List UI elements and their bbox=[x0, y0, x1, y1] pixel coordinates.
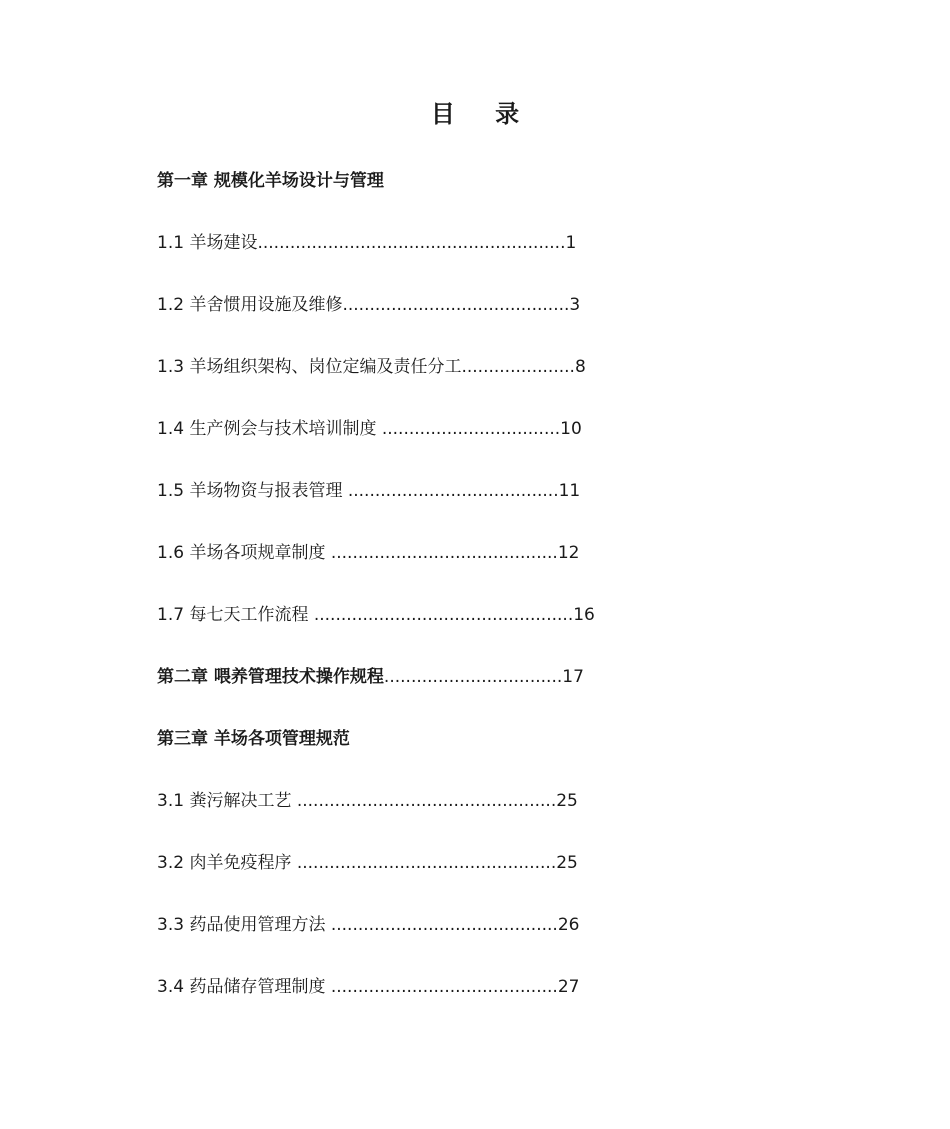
toc-entry-page: 26 bbox=[557, 915, 580, 935]
toc-entry bbox=[157, 538, 857, 600]
toc-entry-page: 16 bbox=[573, 605, 595, 625]
toc-entry-label: 3.1 粪污解决工艺 bbox=[157, 791, 297, 811]
toc-entry-page: 3 bbox=[569, 295, 581, 315]
toc-entry-leader: .......................................... bbox=[342, 295, 570, 315]
toc-entry-label: 1.6 羊场各项规章制度 bbox=[157, 543, 331, 563]
toc-entry-page: 1 bbox=[565, 233, 577, 253]
toc-entry bbox=[157, 476, 857, 538]
toc-entry bbox=[157, 290, 857, 352]
toc-entry bbox=[157, 414, 857, 476]
toc-entry bbox=[157, 228, 857, 290]
toc-entry-leader: ................................. bbox=[383, 667, 563, 687]
toc-entry-label: 3.2 肉羊免疫程序 bbox=[157, 853, 297, 873]
toc-entry-page: 10 bbox=[560, 419, 582, 439]
toc-entry-page: 12 bbox=[557, 543, 580, 563]
toc-entry-label: 1.5 羊场物资与报表管理 bbox=[157, 481, 348, 501]
toc-title: 目 录 bbox=[430, 100, 536, 128]
toc-entry-label: 1.1 羊场建设 bbox=[157, 233, 258, 253]
toc-entry-leader: .......................................... bbox=[330, 543, 558, 563]
toc-entry bbox=[157, 662, 857, 724]
toc-entry-leader: ................................................ bbox=[296, 791, 557, 811]
toc-entry-label: 1.2 羊舍惯用设施及维修 bbox=[157, 295, 343, 315]
toc-entry-leader: .......................................... bbox=[330, 915, 558, 935]
toc-entry-leader: ..................... bbox=[461, 357, 575, 377]
toc-entry-page: 27 bbox=[557, 977, 580, 997]
toc-list bbox=[157, 166, 857, 1034]
toc-entry-leader: ................................. bbox=[381, 419, 561, 439]
toc-entry bbox=[157, 848, 857, 910]
toc-entry-label: 3.4 药品储存管理制度 bbox=[157, 977, 331, 997]
toc-entry-label: 1.7 每七天工作流程 bbox=[157, 605, 314, 625]
toc-entry-page: 8 bbox=[574, 357, 586, 377]
toc-entry bbox=[157, 352, 857, 414]
toc-entry bbox=[157, 972, 857, 1034]
toc-entry-label: 第二章 喂养管理技术操作规程 bbox=[157, 667, 384, 687]
toc-entry bbox=[157, 910, 857, 972]
toc-entry bbox=[157, 166, 857, 228]
toc-entry-page: 25 bbox=[556, 791, 578, 811]
toc-entry-label: 1.3 羊场组织架构、岗位定编及责任分工 bbox=[157, 357, 462, 377]
toc-entry-leader: .......................................... bbox=[330, 977, 558, 997]
toc-entry-label: 第一章 规模化羊场设计与管理 bbox=[157, 171, 384, 191]
toc-entry-page: 17 bbox=[562, 667, 584, 687]
toc-entry bbox=[157, 786, 857, 848]
toc-entry-label: 3.3 药品使用管理方法 bbox=[157, 915, 331, 935]
toc-entry bbox=[157, 600, 857, 662]
toc-entry-label: 第三章 羊场各项管理规范 bbox=[157, 729, 350, 749]
toc-entry bbox=[157, 724, 857, 786]
toc-entry-label: 1.4 生产例会与技术培训制度 bbox=[157, 419, 382, 439]
toc-entry-leader: ................................................ bbox=[296, 853, 557, 873]
toc-entry-leader: ................................................ bbox=[313, 605, 574, 625]
toc-entry-leader: ....................................... bbox=[347, 481, 559, 501]
toc-entry-leader: ......................................................... bbox=[257, 233, 566, 253]
toc-entry-page: 11 bbox=[558, 481, 581, 501]
toc-entry-page: 25 bbox=[556, 853, 578, 873]
